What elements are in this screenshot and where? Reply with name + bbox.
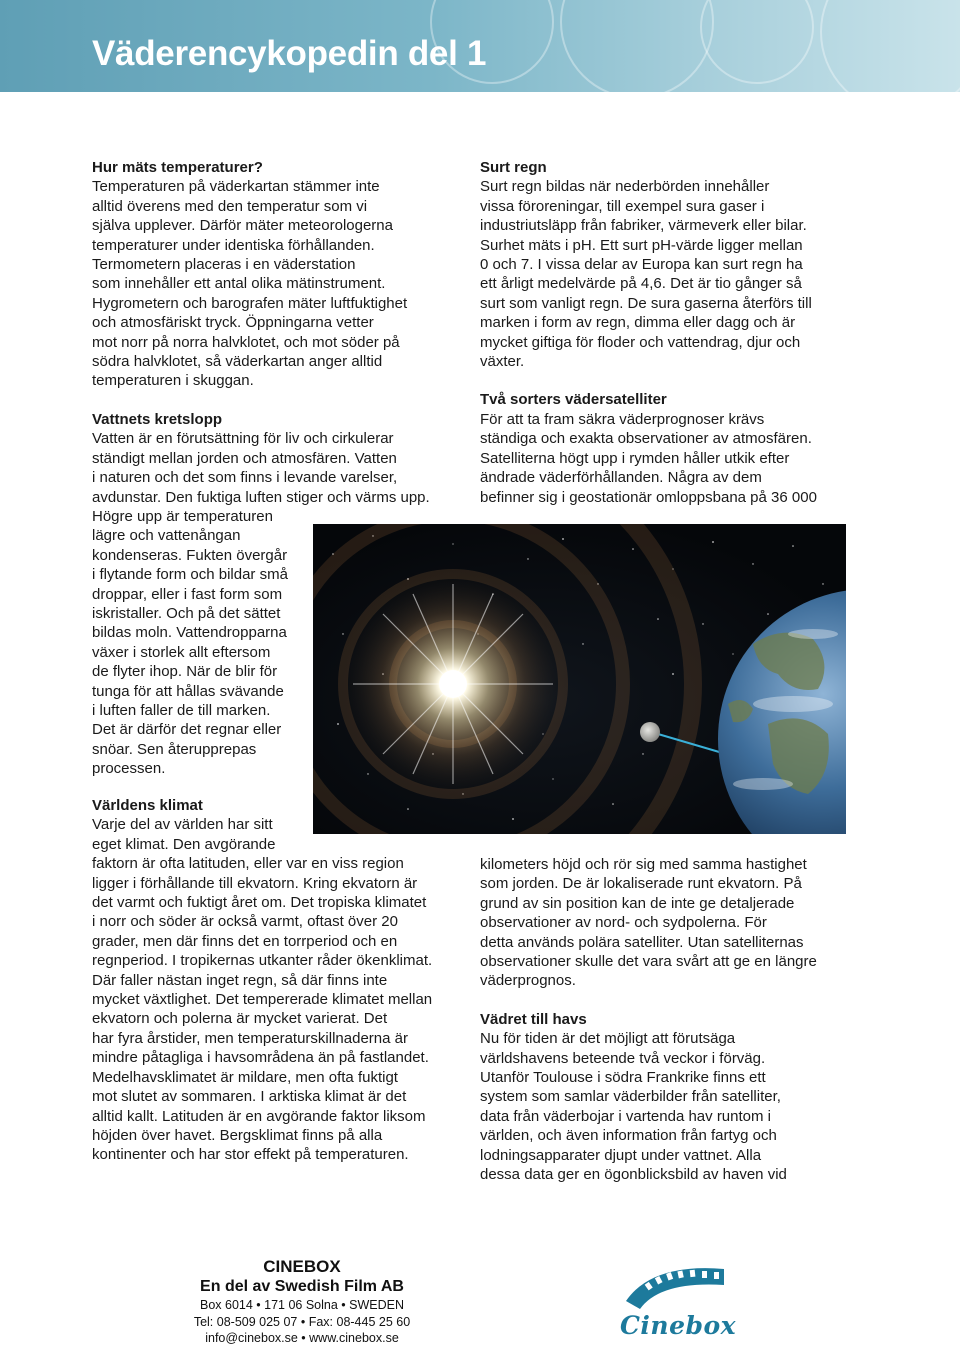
text-line: faktorn är ofta latituden, eller var en viss region <box>92 855 404 873</box>
text-line: som innehåller ett antal olika mätinstrument. <box>92 275 386 293</box>
left-column-bottom <box>92 796 472 1165</box>
section-weather-at-sea <box>480 1010 860 1185</box>
text-line: Vatten är en förutsättning för liv och cirkulerar <box>92 430 394 448</box>
text-line: i luften faller de till marken. <box>92 701 271 719</box>
text-line: och atmosfäriskt tryck. Öppningarna vetter <box>92 314 374 332</box>
text-line: Det är därför det regnar eller <box>92 721 282 739</box>
text-line: höjden över havet. Bergsklimat finns på alla <box>92 1126 383 1144</box>
text-line: Surhet mäts i pH. Ett surt pH-värde ligger mellan <box>480 236 803 254</box>
section-body-weather-at-sea <box>480 1029 860 1184</box>
section-climate <box>92 796 472 1165</box>
text-line: har fyra årstider, men temperaturskillnaderna är <box>92 1029 408 1047</box>
space-illustration <box>313 524 846 834</box>
text-line: detta används polära satelliter. Utan satelliternas <box>480 933 804 951</box>
decorative-circle <box>560 0 714 92</box>
text-line: regnperiod. I tropikernas utkanter råder ökenklimat. <box>92 952 433 970</box>
right-column-top <box>480 158 860 507</box>
text-line: eget klimat. Den avgörande <box>92 835 276 853</box>
text-line: ständigt mellan jorden och atmosfären. Vatten <box>92 449 397 467</box>
text-line: Nu för tiden är det möjligt att förutsäga <box>480 1030 736 1048</box>
footer-tagline: En del av Swedish Film AB <box>200 1278 404 1295</box>
text-line: som jorden. De är lokaliserade runt ekvatorn. På <box>480 875 802 893</box>
text-line: världshavens beteende två veckor i förväg. <box>480 1049 766 1067</box>
text-line: Där faller nästan inget regn, så där finns inte <box>92 971 388 989</box>
text-line: mot slutet av sommaren. I arktiska klimat är det <box>92 1088 407 1106</box>
text-line: ändrade väderförhållanden. Några av dem <box>480 469 762 487</box>
text-line: dessa data ger en ögonblicksbild av haven vid <box>480 1166 787 1184</box>
section-satellites-continued <box>480 855 860 991</box>
text-line: ett årligt medelvärde på 4,6. Det är tio gånger så <box>480 275 802 293</box>
section-heading-water-cycle: Vattnets kretslopp <box>92 410 223 428</box>
text-line: iskristaller. Och på det sättet <box>92 604 281 622</box>
text-line: mindre påtagliga i havsområdena än på fastlandet. <box>92 1049 429 1067</box>
text-line: surt som vanligt regn. De sura gaserna återförs till <box>480 294 812 312</box>
film-strip-icon <box>612 1261 738 1313</box>
section-body-climate <box>92 815 472 1164</box>
section-body-satellites <box>480 410 860 507</box>
text-line: väderprognos. <box>480 972 576 990</box>
text-line: i flytande form och bildar små <box>92 566 288 584</box>
text-line: Varje del av världen har sitt <box>92 816 273 834</box>
text-line: mycket giftiga för floder och vattendrag, djur och <box>480 333 801 351</box>
text-line: Utanför Toulouse i södra Frankrike finns ett <box>480 1069 766 1087</box>
text-line: marken i form av regn, dimma eller dagg och är <box>480 314 796 332</box>
text-line: ligger i förhållande till ekvatorn. Kring ekvatorn är <box>92 874 418 892</box>
section-temperature <box>92 158 472 391</box>
text-line: Surt regn bildas när nederbörden innehåller <box>480 178 770 196</box>
text-line: de flyter ihop. När de blir för <box>92 663 278 681</box>
text-line: själva upplever. Därför mäter meteorologerna <box>92 217 393 235</box>
text-line: bildas moln. Vattendropparna <box>92 624 287 642</box>
text-line: temperaturen i skuggan. <box>92 372 254 390</box>
text-line: vissa föroreningar, till exempel sura gaser i <box>480 197 765 215</box>
text-line: växer i storlek allt eftersom <box>92 643 271 661</box>
text-line: det varmt och fuktigt året om. Det tropiska klimatet <box>92 894 427 912</box>
right-column-bottom <box>480 855 860 1185</box>
footer-address: Box 6014 • 171 06 Solna • SWEDEN <box>199 1298 404 1312</box>
text-line: tunga för att hållas svävande <box>92 682 284 700</box>
text-line: grader, men där finns det en torrperiod och en <box>92 932 398 950</box>
text-line: alltid överens med den temperatur som vi <box>92 197 368 215</box>
footer-brand: CINEBOX <box>263 1257 341 1276</box>
section-body-acid-rain <box>480 177 860 371</box>
logo-wordmark: Cinebox <box>620 1311 737 1340</box>
text-line: ständiga och exakta observationer av atmosfären. <box>480 430 812 448</box>
text-line: befinner sig i geostationär omloppsbana på 36 000 <box>480 488 817 506</box>
decorative-circle <box>820 0 960 92</box>
text-line: kontinenter och har stor effekt på temperaturen. <box>92 1146 409 1164</box>
cinebox-logo <box>612 1261 738 1341</box>
section-body-satellites-continued <box>480 855 860 991</box>
section-heading-acid-rain: Surt regn <box>480 159 547 176</box>
footer-contact-links: info@cinebox.se • www.cinebox.se <box>205 1331 399 1345</box>
section-heading-satellites: Två sorters vädersatelliter <box>480 391 667 409</box>
text-line: södra halvklotet, så väderkartan anger alltid <box>92 353 383 371</box>
moon <box>640 722 660 742</box>
text-line: Satelliterna högt upp i rymden håller utkik efter <box>480 449 790 467</box>
section-heading-temperature: Hur mäts temperaturer? <box>92 159 263 176</box>
text-line: grund av sin position kan de inte ge detaljerade <box>480 894 795 912</box>
section-heading-weather-at-sea: Vädret till havs <box>480 1010 587 1028</box>
text-line: kondenseras. Fukten övergår <box>92 546 288 564</box>
sun <box>439 670 467 698</box>
text-line: Temperaturen på väderkartan stämmer inte <box>92 178 380 196</box>
text-line: snöar. Sen återupprepas <box>92 740 257 758</box>
text-line: observationer av nord- och sydpolerna. För <box>480 914 767 932</box>
text-line: industriutsläpp från fabriker, värmeverk eller bilar. <box>480 217 807 235</box>
text-line: i naturen och det som finns i levande varelser, <box>92 469 398 487</box>
text-line: system som samlar väderbilder från satelliter, <box>480 1088 781 1106</box>
space-scene-svg <box>313 524 846 834</box>
text-line: droppar, eller i fast form som <box>92 585 283 603</box>
section-body-temperature <box>92 177 472 390</box>
text-line: mot norr på norra halvklotet, och mot söder på <box>92 333 400 351</box>
text-line: Hygrometern och barografen mäter luftfuktighet <box>92 294 408 312</box>
text-line: För att ta fram säkra väderprognoser krävs <box>480 410 765 428</box>
text-line: Medelhavsklimatet är mildare, men ofta fuktigt <box>92 1068 398 1086</box>
text-line: Högre upp är temperaturen <box>92 507 273 525</box>
header-banner <box>0 0 960 92</box>
text-line: lodningsapparater djupt under vattnet. Alla <box>480 1146 762 1164</box>
page-title: Väderencykopedin del 1 <box>92 34 487 73</box>
text-line: observationer skulle det vara svårt att ge en längre <box>480 953 817 971</box>
footer-phone: Tel: 08-509 025 07 • Fax: 08-445 25 60 <box>193 1314 411 1329</box>
text-line: lägre och vattenångan <box>92 527 241 545</box>
section-acid-rain <box>480 158 860 371</box>
text-line: i norr och söder är också varmt, oftast över 20 <box>92 913 398 931</box>
decorative-circle <box>700 0 814 84</box>
text-line: temperaturer under identiska förhållanden. <box>92 236 375 254</box>
section-heading-climate: Världens klimat <box>92 797 203 814</box>
text-line: mycket växtlighet. Det tempererade klimatet mellan <box>92 991 433 1009</box>
text-line: Termometern placeras i en väderstation <box>92 256 356 274</box>
text-line: växter. <box>480 353 525 371</box>
text-line: 0 och 7. I vissa delar av Europa kan surt regn ha <box>480 256 803 274</box>
text-line: världen, och även information från fartyg och <box>480 1127 777 1145</box>
text-line: avdunstar. Den fuktiga luften stiger och värms upp. <box>92 488 430 506</box>
footer-contact <box>180 1257 424 1347</box>
section-satellites <box>480 390 860 506</box>
text-line: kilometers höjd och rör sig med samma hastighet <box>480 856 807 873</box>
text-line: ekvatorn och polerna är mycket varierat. Det <box>92 1010 388 1028</box>
text-line: data från väderbojar i vartenda hav runtom i <box>480 1107 771 1125</box>
text-line: alltid kallt. Latituden är en avgörande faktor liksom <box>92 1107 426 1125</box>
text-line: processen. <box>92 760 166 778</box>
